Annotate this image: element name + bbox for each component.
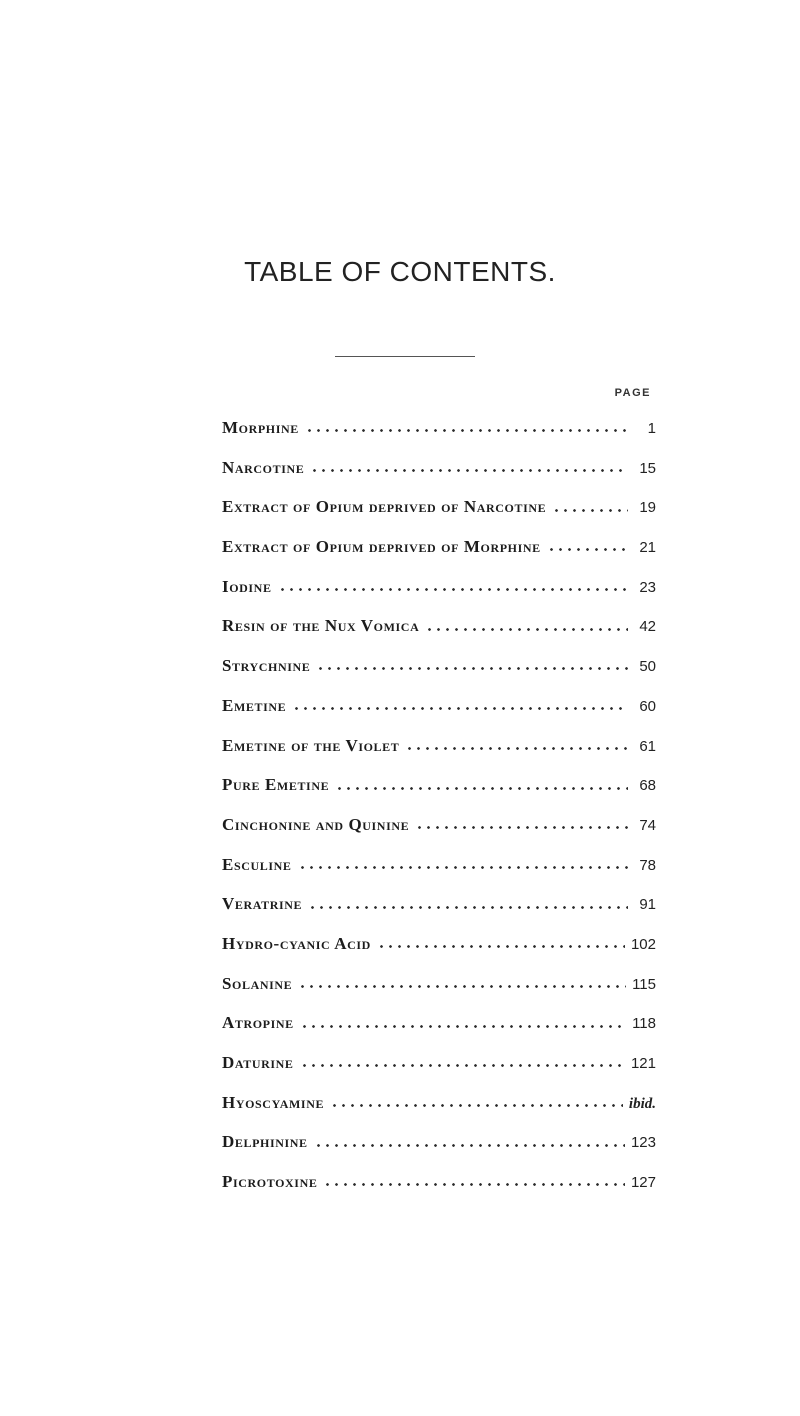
toc-entry	[222, 1083, 656, 1123]
toc-entry-page: 127	[630, 1174, 656, 1192]
dot-leader	[377, 945, 625, 948]
dot-leader	[425, 628, 628, 631]
toc-entry-title: Emetine	[222, 695, 287, 715]
toc-entry	[222, 606, 656, 646]
toc-entry-page: 118	[632, 1015, 656, 1033]
toc-entry-page: 68	[639, 777, 656, 795]
dot-leader	[305, 429, 628, 432]
dot-leader	[300, 1064, 625, 1067]
toc-entry	[222, 646, 656, 686]
toc-entry-title: Strychnine	[222, 656, 311, 676]
toc-entry	[222, 408, 656, 448]
toc-entry	[222, 1043, 656, 1083]
toc-entry-title: Veratrine	[222, 894, 303, 914]
dot-leader	[335, 787, 628, 790]
dot-leader	[330, 1104, 623, 1107]
dot-leader	[308, 906, 628, 909]
toc-entry-title: Iodine	[222, 576, 272, 596]
toc-entry-page: 121	[630, 1055, 656, 1072]
toc-entry-page: 23	[639, 578, 656, 596]
toc-entry	[222, 924, 656, 964]
dot-leader	[547, 548, 628, 551]
toc-entry-title: Atropine	[222, 1013, 294, 1033]
title-divider	[335, 356, 475, 357]
toc-entry-title: Picrotoxine	[222, 1172, 318, 1192]
toc-entry-title: Hydro-cyanic Acid	[222, 933, 371, 953]
dot-leader	[552, 509, 628, 512]
toc-entry-page: 60	[639, 697, 656, 715]
contents-list	[222, 408, 656, 1202]
toc-entry	[222, 884, 656, 924]
dot-leader	[316, 667, 628, 670]
toc-entry-page: ibid.	[628, 1095, 656, 1112]
toc-entry	[222, 1162, 656, 1202]
toc-entry-title: Delphinine	[222, 1132, 308, 1152]
toc-entry-title: Morphine	[222, 418, 299, 437]
toc-entry-title: Daturine	[222, 1053, 294, 1072]
toc-entry	[222, 527, 656, 567]
toc-entry-page: 102	[630, 935, 656, 953]
dot-leader	[415, 826, 628, 829]
toc-entry-page: 1	[647, 420, 656, 437]
dot-leader	[298, 985, 626, 988]
toc-entry-page: 21	[639, 539, 656, 557]
toc-entry	[222, 726, 656, 766]
dot-leader	[278, 588, 628, 591]
toc-entry-page: 50	[639, 658, 656, 676]
toc-entry	[222, 567, 656, 607]
toc-entry-title: Solanine	[222, 973, 293, 993]
toc-entry	[222, 487, 656, 527]
toc-entry	[222, 964, 656, 1004]
toc-entry-title: Narcotine	[222, 457, 305, 477]
page-title: TABLE OF CONTENTS.	[244, 256, 556, 287]
toc-entry-page: 78	[639, 856, 656, 874]
toc-entry	[222, 1003, 656, 1043]
toc-entry	[222, 1122, 656, 1162]
dot-leader	[323, 1183, 625, 1186]
toc-entry	[222, 845, 656, 885]
toc-entry	[222, 448, 656, 488]
dot-leader	[314, 1144, 625, 1147]
dot-leader	[310, 469, 628, 472]
toc-entry-page: 15	[639, 459, 656, 477]
toc-entry-page: 115	[632, 975, 656, 993]
toc-entry-title: Cinchonine and Quinine	[222, 814, 410, 834]
toc-entry-page: 19	[639, 499, 656, 517]
toc-entry-title: Hyoscyamine	[222, 1092, 325, 1112]
toc-entry-title: Extract of Opium deprived of Narcotine	[222, 497, 547, 517]
toc-entry-title: Pure Emetine	[222, 775, 330, 795]
toc-entry-title: Extract of Opium deprived of Morphine	[222, 537, 541, 557]
page-column-label: PAGE	[614, 387, 651, 399]
toc-entry	[222, 765, 656, 805]
toc-entry	[222, 805, 656, 845]
dot-leader	[405, 747, 628, 750]
toc-entry-page: 123	[630, 1134, 656, 1152]
toc-entry-title: Emetine of the Violet	[222, 735, 400, 755]
toc-entry-page: 61	[639, 737, 656, 755]
dot-leader	[292, 707, 628, 710]
toc-entry-title: Resin of the Nux Vomica	[222, 616, 420, 636]
dot-leader	[298, 866, 629, 869]
toc-entry	[222, 686, 656, 726]
toc-entry-page: 91	[639, 896, 656, 914]
toc-entry-title: Esculine	[222, 854, 292, 874]
toc-entry-page: 42	[639, 618, 656, 636]
toc-entry-page: 74	[639, 816, 656, 834]
dot-leader	[300, 1025, 626, 1028]
